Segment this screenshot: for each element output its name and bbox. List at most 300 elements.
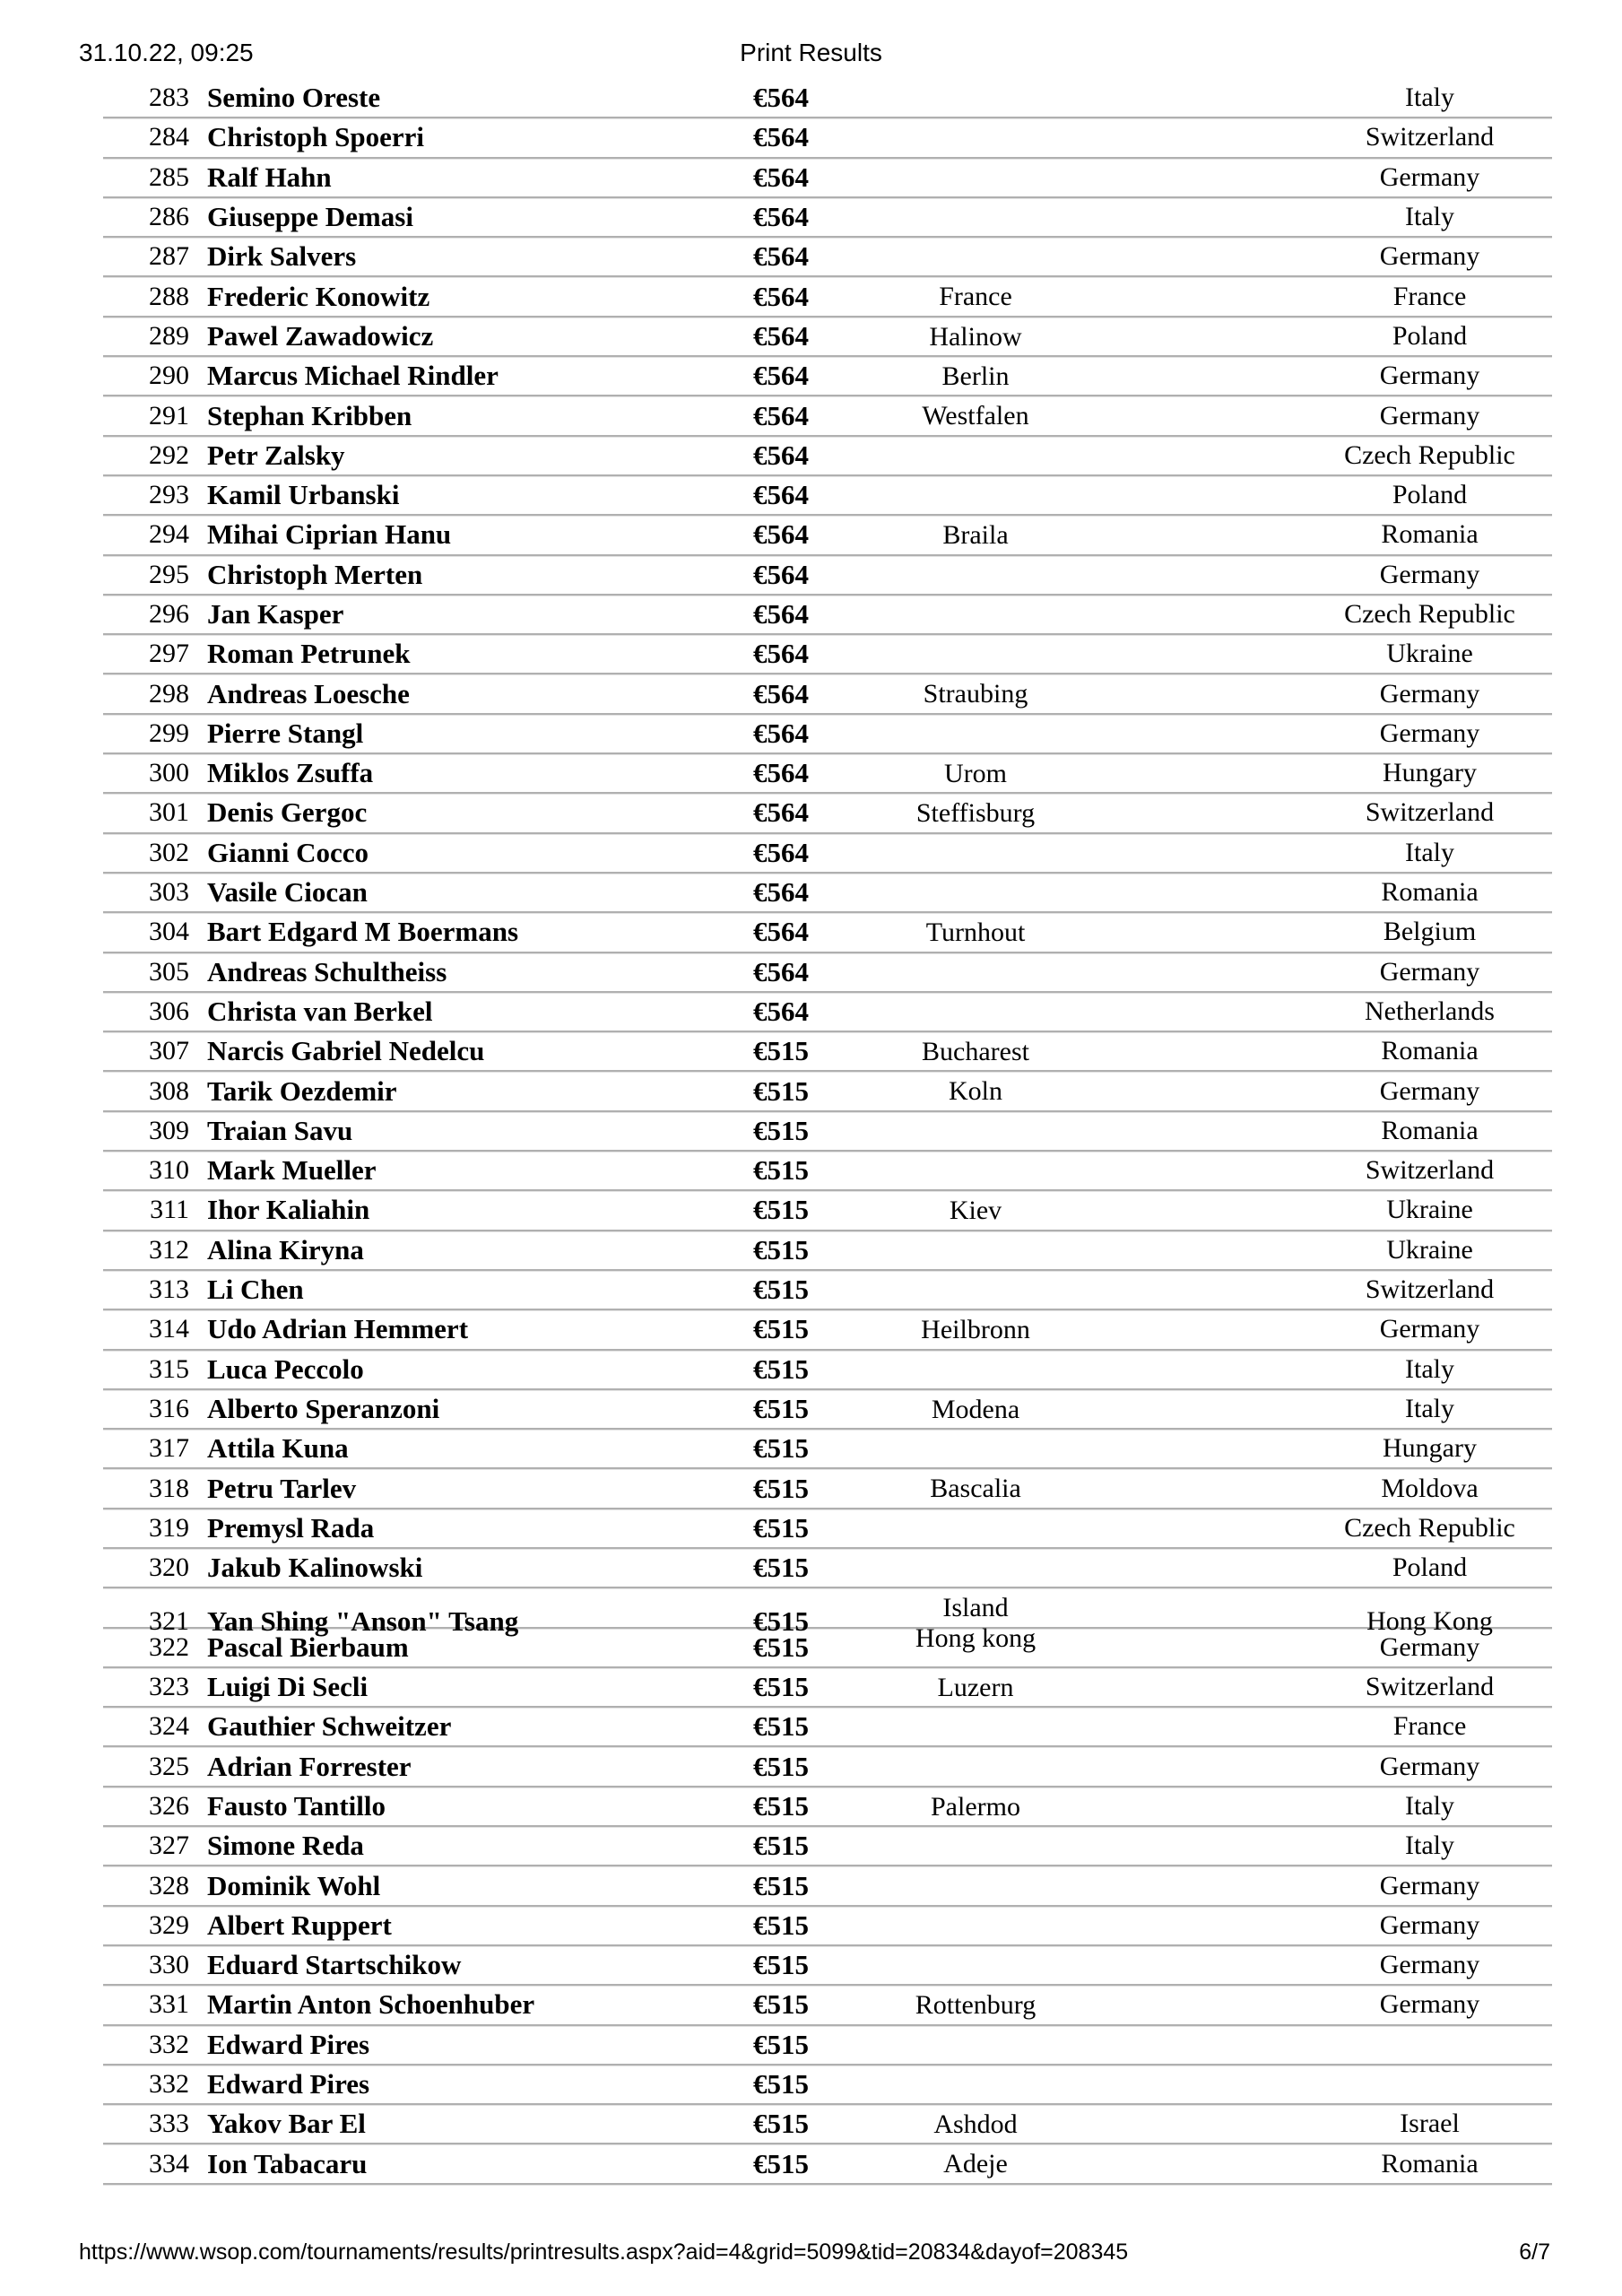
rank-cell: 303 (149, 877, 189, 908)
prize-cell: €515 (753, 1949, 809, 1981)
table-row (103, 1668, 1552, 1708)
country-cell: Germany (1379, 1909, 1480, 1940)
table-row (103, 1946, 1552, 1986)
city-text: Heilbronn (921, 1315, 1030, 1345)
prize-cell: €564 (753, 876, 809, 909)
country-cell: Hong Kong (1366, 1605, 1493, 1636)
rank-cell: 287 (149, 241, 189, 272)
country-cell: Moldova (1381, 1473, 1479, 1503)
country-cell: Poland (1392, 1552, 1468, 1583)
table-row (103, 396, 1552, 436)
table-row (103, 1072, 1552, 1111)
player-name-cell: Mark Mueller (207, 1154, 377, 1187)
country-cell: Germany (1379, 1989, 1480, 2020)
country-cell: Germany (1379, 1950, 1480, 1980)
city-text: Modena (931, 1394, 1020, 1424)
country-cell: Netherlands (1365, 996, 1495, 1026)
table-row (103, 1986, 1552, 2025)
city-cell (878, 198, 1073, 236)
prize-cell: €564 (753, 677, 809, 709)
prize-cell: €515 (753, 1631, 809, 1663)
country-cell: Switzerland (1365, 1155, 1495, 1186)
city-cell (878, 1509, 1073, 1547)
city-cell (878, 913, 1073, 951)
rank-cell: 326 (149, 1790, 189, 1821)
city-cell (878, 1986, 1073, 2023)
city-text: Adeje (943, 2149, 1008, 2179)
city-text: Rottenburg (915, 1990, 1037, 2021)
rank-cell: 318 (149, 1473, 189, 1503)
city-cell (878, 317, 1073, 355)
player-name-cell: Petru Tarlev (207, 1472, 357, 1504)
prize-cell: €564 (753, 360, 809, 392)
table-row (103, 1509, 1552, 1549)
city-cell (878, 874, 1073, 911)
city-cell (878, 1271, 1073, 1309)
city-cell (878, 79, 1073, 117)
prize-cell: €564 (753, 717, 809, 749)
prize-cell: €564 (753, 638, 809, 670)
rank-cell: 297 (149, 639, 189, 669)
country-cell: Italy (1405, 837, 1454, 867)
table-row (103, 317, 1552, 357)
city-cell (878, 1549, 1073, 1587)
country-cell: Germany (1379, 241, 1480, 272)
city-cell (878, 357, 1073, 395)
table-row (103, 516, 1552, 555)
city-cell (878, 1072, 1073, 1109)
prize-cell: €564 (753, 161, 809, 193)
player-name-cell: Andreas Loesche (207, 677, 410, 709)
player-name-cell: Denis Gergoc (207, 796, 368, 829)
country-cell: Romania (1381, 2148, 1479, 2179)
table-row (103, 1191, 1552, 1231)
prize-cell: €515 (753, 1154, 809, 1187)
prize-cell: €564 (753, 916, 809, 948)
table-row (103, 238, 1552, 277)
table-row (103, 1032, 1552, 1072)
rank-cell: 330 (149, 1950, 189, 1980)
player-name-cell: Roman Petrunek (207, 638, 411, 670)
rank-cell: 324 (149, 1711, 189, 1742)
table-row (103, 357, 1552, 396)
rank-cell: 293 (149, 480, 189, 510)
rank-cell: 308 (149, 1075, 189, 1106)
city-cell (878, 1032, 1073, 1070)
prize-cell: €515 (753, 1074, 809, 1107)
country-cell: Hungary (1383, 758, 1477, 788)
results-table (103, 79, 1552, 2185)
city-cell (878, 2026, 1073, 2064)
city-cell (878, 1668, 1073, 1706)
table-row (103, 1469, 1552, 1509)
city-cell (878, 754, 1073, 792)
prize-cell: €515 (753, 1035, 809, 1067)
player-name-cell: Edward Pires (207, 2067, 370, 2100)
city-cell (878, 118, 1073, 156)
rank-cell: 315 (149, 1353, 189, 1384)
rank-cell: 306 (149, 996, 189, 1026)
city-cell (878, 2144, 1073, 2182)
rank-cell: 316 (149, 1393, 189, 1423)
rank-cell: 302 (149, 837, 189, 867)
city-text: Braila (942, 520, 1009, 551)
rank-cell: 310 (149, 1155, 189, 1186)
player-name-cell: Vasile Ciocan (207, 876, 368, 909)
city-cell (878, 953, 1073, 991)
country-cell: Italy (1405, 1393, 1454, 1423)
city-text: Urom (944, 759, 1007, 789)
player-name-cell: Gianni Cocco (207, 836, 369, 868)
city-text: Kiev (949, 1196, 1002, 1226)
city-cell (878, 1469, 1073, 1507)
table-row (103, 913, 1552, 952)
rank-cell: 332 (149, 2068, 189, 2099)
city-cell (878, 2066, 1073, 2103)
city-cell (878, 1430, 1073, 1467)
prize-cell: €564 (753, 598, 809, 630)
player-name-cell: Udo Adrian Hemmert (207, 1313, 469, 1345)
city-cell (878, 1946, 1073, 1984)
city-cell (878, 794, 1073, 831)
prize-cell: €564 (753, 82, 809, 114)
player-name-cell: Frederic Konowitz (207, 280, 430, 312)
city-text: Palermo (931, 1791, 1020, 1822)
city-cell (878, 635, 1073, 673)
prize-cell: €515 (753, 1432, 809, 1465)
player-name-cell: Attila Kuna (207, 1432, 349, 1465)
player-name-cell: Ihor Kaliahin (207, 1194, 370, 1226)
prize-cell: €515 (753, 1352, 809, 1385)
table-row (103, 1827, 1552, 1866)
player-name-cell: Pascal Bierbaum (207, 1631, 409, 1663)
player-name-cell: Giuseppe Demasi (207, 201, 413, 233)
table-row (103, 1271, 1552, 1310)
prize-cell: €515 (753, 2147, 809, 2179)
player-name-cell: Ralf Hahn (207, 161, 332, 193)
rank-cell: 322 (149, 1631, 189, 1662)
country-cell: Romania (1381, 1115, 1479, 1145)
player-name-cell: Semino Oreste (207, 82, 381, 114)
country-cell: Switzerland (1365, 1274, 1495, 1305)
table-row (103, 993, 1552, 1032)
rank-cell: 332 (149, 2029, 189, 2059)
city-cell (878, 1152, 1073, 1189)
player-name-cell: Yakov Bar El (207, 2108, 366, 2140)
country-cell: Germany (1379, 161, 1480, 192)
country-cell: Italy (1405, 202, 1454, 232)
player-name-cell: Pierre Stangl (207, 717, 364, 749)
country-cell: Germany (1379, 559, 1480, 589)
player-name-cell: Adrian Forrester (207, 1750, 412, 1782)
prize-cell: €515 (753, 1313, 809, 1345)
city-cell (878, 1866, 1073, 1904)
table-row (103, 1430, 1552, 1469)
rank-cell: 309 (149, 1115, 189, 1145)
player-name-cell: Petr Zalsky (207, 439, 345, 471)
city-text: Luzern (937, 1672, 1014, 1702)
rank-cell: 296 (149, 599, 189, 629)
rank-cell: 292 (149, 439, 189, 470)
city-text: Bascalia (930, 1474, 1021, 1504)
prize-cell: €564 (753, 558, 809, 590)
rank-cell: 286 (149, 202, 189, 232)
table-row (103, 79, 1552, 118)
table-row (103, 1629, 1552, 1668)
prize-cell: €515 (753, 1605, 809, 1637)
player-name-cell: Marcus Michael Rindler (207, 360, 499, 392)
rank-cell: 283 (149, 83, 189, 113)
country-cell: Belgium (1383, 917, 1477, 947)
prize-cell: €515 (753, 1552, 809, 1584)
prize-cell: €515 (753, 1194, 809, 1226)
city-cell (878, 1708, 1073, 1745)
table-row (103, 834, 1552, 874)
city-cell (878, 596, 1073, 633)
rank-cell: 291 (149, 400, 189, 430)
prize-cell: €564 (753, 439, 809, 471)
rank-cell: 312 (149, 1234, 189, 1265)
country-cell: Germany (1379, 1075, 1480, 1106)
rank-cell: 285 (149, 161, 189, 192)
player-name-cell: Gauthier Schweitzer (207, 1710, 452, 1743)
country-cell: Italy (1405, 83, 1454, 113)
country-cell: Germany (1379, 1631, 1480, 1662)
city-cell (878, 1390, 1073, 1428)
city-cell (878, 1787, 1073, 1825)
country-cell: Romania (1381, 519, 1479, 550)
table-row (103, 277, 1552, 317)
city-cell (878, 1351, 1073, 1388)
table-row (103, 596, 1552, 635)
prize-cell: €515 (753, 1988, 809, 2021)
player-name-cell: Jan Kasper (207, 598, 344, 630)
table-row (103, 159, 1552, 198)
table-row (103, 1866, 1552, 1906)
city-text: Ashdod (933, 2109, 1018, 2140)
table-row (103, 1787, 1552, 1827)
table-row (103, 118, 1552, 158)
prize-cell: €515 (753, 1789, 809, 1822)
player-name-cell: Andreas Schultheiss (207, 955, 447, 987)
rank-cell: 325 (149, 1751, 189, 1781)
city-text: Island (942, 1593, 1009, 1623)
prize-cell: €515 (753, 1511, 809, 1544)
rank-cell: 295 (149, 559, 189, 589)
country-cell: Germany (1379, 361, 1480, 391)
country-cell: France (1392, 1711, 1467, 1742)
prize-cell: €515 (753, 1671, 809, 1703)
prize-cell: €515 (753, 2067, 809, 2100)
city-text: Bucharest (922, 1037, 1029, 1067)
table-row (103, 2144, 1552, 2184)
city-cell (878, 437, 1073, 474)
player-name-cell: Li Chen (207, 1274, 304, 1306)
print-datetime: 31.10.22, 09:25 (79, 39, 254, 66)
rank-cell: 299 (149, 718, 189, 748)
player-name-cell: Alina Kiryna (207, 1233, 364, 1265)
country-cell: Romania (1381, 1036, 1479, 1066)
player-name-cell: Premysl Rada (207, 1511, 375, 1544)
rank-cell: 289 (149, 320, 189, 351)
rank-cell: 284 (149, 122, 189, 152)
player-name-cell: Simone Reda (207, 1830, 364, 1862)
city-text: France (939, 282, 1012, 312)
table-row (103, 874, 1552, 913)
player-name-cell: Ion Tabacaru (207, 2147, 368, 2179)
player-name-cell: Fausto Tantillo (207, 1789, 386, 1822)
player-name-cell: Dirk Salvers (207, 240, 357, 273)
prize-cell: €515 (753, 1830, 809, 1862)
prize-cell: €564 (753, 240, 809, 273)
table-row (103, 794, 1552, 833)
prize-cell: €564 (753, 796, 809, 829)
table-row (103, 1390, 1552, 1430)
country-cell: Hungary (1383, 1433, 1477, 1464)
player-name-cell: Tarik Oezdemir (207, 1074, 397, 1107)
table-row (103, 953, 1552, 993)
city-cell (878, 516, 1073, 553)
country-cell: Italy (1405, 1353, 1454, 1384)
page-number: 6/7 (1519, 2239, 1550, 2265)
player-name-cell: Yan Shing "Anson" Tsang (207, 1605, 519, 1637)
player-name-cell: Christoph Spoerri (207, 121, 424, 153)
table-row (103, 754, 1552, 794)
player-name-cell: Luigi Di Secli (207, 1671, 369, 1703)
prize-cell: €564 (753, 319, 809, 352)
country-cell: Poland (1392, 480, 1468, 510)
city-text: Straubing (923, 679, 1028, 709)
prize-cell: €515 (753, 1233, 809, 1265)
player-name-cell: Kamil Urbanski (207, 479, 400, 511)
city-cell (878, 396, 1073, 434)
rank-cell: 313 (149, 1274, 189, 1305)
prize-cell: €515 (753, 1710, 809, 1743)
source-url: https://www.wsop.com/tournaments/results/printresults.aspx?aid=4&grid=5099&tid=20834&dayof=208345 (79, 2239, 1129, 2265)
prize-cell: €564 (753, 518, 809, 551)
player-name-cell: Dominik Wohl (207, 1869, 381, 1901)
player-name-cell: Albert Ruppert (207, 1909, 392, 1941)
player-name-cell: Pawel Zawadowicz (207, 319, 434, 352)
city-text: Steffisburg (915, 798, 1036, 829)
player-name-cell: Miklos Zsuffa (207, 757, 374, 789)
country-cell: Israel (1400, 2109, 1460, 2139)
prize-cell: €564 (753, 757, 809, 789)
city-cell (878, 674, 1073, 712)
city-cell (878, 1747, 1073, 1785)
table-row (103, 674, 1552, 714)
table-row (103, 715, 1552, 754)
player-name-cell: Martin Anton Schoenhuber (207, 1988, 535, 2021)
city-text: Turnhout (925, 918, 1026, 948)
prize-cell: €564 (753, 201, 809, 233)
city-cell (878, 1827, 1073, 1865)
table-row (103, 1549, 1552, 1588)
rank-cell: 300 (149, 758, 189, 788)
city-cell (878, 159, 1073, 196)
prize-cell: €515 (753, 1274, 809, 1306)
table-row (103, 1152, 1552, 1191)
rank-cell: 305 (149, 956, 189, 987)
rank-cell: 323 (149, 1672, 189, 1702)
rank-cell: 304 (149, 917, 189, 947)
country-cell: Germany (1379, 1751, 1480, 1781)
city-cell (878, 238, 1073, 275)
rank-cell: 321 (149, 1605, 189, 1636)
city-cell (878, 834, 1073, 872)
prize-cell: €515 (753, 1869, 809, 1901)
city-cell (878, 1907, 1073, 1944)
table-row (103, 476, 1552, 516)
table-row (103, 635, 1552, 674)
prize-cell: €564 (753, 121, 809, 153)
city-cell (878, 1112, 1073, 1150)
city-cell (878, 476, 1073, 514)
city-text: Westfalen (922, 401, 1029, 431)
city-cell (878, 1191, 1073, 1229)
player-name-cell: Mihai Ciprian Hanu (207, 518, 452, 551)
city-cell (878, 1629, 1073, 1666)
prize-cell: €515 (753, 1472, 809, 1504)
player-name-cell: Bart Edgard M Boermans (207, 916, 519, 948)
country-cell: Italy (1405, 1831, 1454, 1861)
city-cell (878, 1310, 1073, 1348)
table-row (103, 1112, 1552, 1152)
prize-cell: €515 (753, 1750, 809, 1782)
country-cell: Germany (1379, 1870, 1480, 1900)
player-name-cell: Jakub Kalinowski (207, 1552, 423, 1584)
prize-cell: €564 (753, 479, 809, 511)
rank-cell: 319 (149, 1512, 189, 1543)
table-row (103, 1708, 1552, 1747)
rank-cell: 294 (149, 519, 189, 550)
country-cell: Germany (1379, 400, 1480, 430)
country-cell: Germany (1379, 1314, 1480, 1344)
rank-cell: 334 (149, 2148, 189, 2179)
player-name-cell: Narcis Gabriel Nedelcu (207, 1035, 485, 1067)
rank-cell: 311 (150, 1195, 189, 1225)
player-name-cell: Eduard Startschikow (207, 1949, 462, 1981)
prize-cell: €515 (753, 1114, 809, 1146)
country-cell: Switzerland (1365, 122, 1495, 152)
rank-cell: 328 (149, 1870, 189, 1900)
player-name-cell: Stephan Kribben (207, 399, 412, 431)
player-name-cell: Christa van Berkel (207, 995, 433, 1027)
player-name-cell: Christoph Merten (207, 558, 423, 590)
country-cell: Ukraine (1386, 639, 1473, 669)
country-cell: Czech Republic (1344, 599, 1515, 629)
prize-cell: €564 (753, 995, 809, 1027)
table-row (103, 437, 1552, 476)
prize-cell: €564 (753, 280, 809, 312)
city-text: Halinow (929, 321, 1022, 352)
prize-cell: €515 (753, 2028, 809, 2060)
table-row (103, 2026, 1552, 2066)
rank-cell: 320 (149, 1552, 189, 1583)
table-row (103, 556, 1552, 596)
city-text: Berlin (941, 361, 1010, 392)
rank-cell: 290 (149, 361, 189, 391)
country-cell: Romania (1381, 877, 1479, 908)
player-name-cell: Edward Pires (207, 2028, 370, 2060)
country-cell: Poland (1392, 320, 1468, 351)
table-row (103, 2066, 1552, 2105)
table-row (103, 1310, 1552, 1350)
player-name-cell: Alberto Speranzoni (207, 1392, 440, 1424)
city-cell (878, 277, 1073, 315)
prize-cell: €564 (753, 955, 809, 987)
rank-cell: 301 (149, 797, 189, 828)
